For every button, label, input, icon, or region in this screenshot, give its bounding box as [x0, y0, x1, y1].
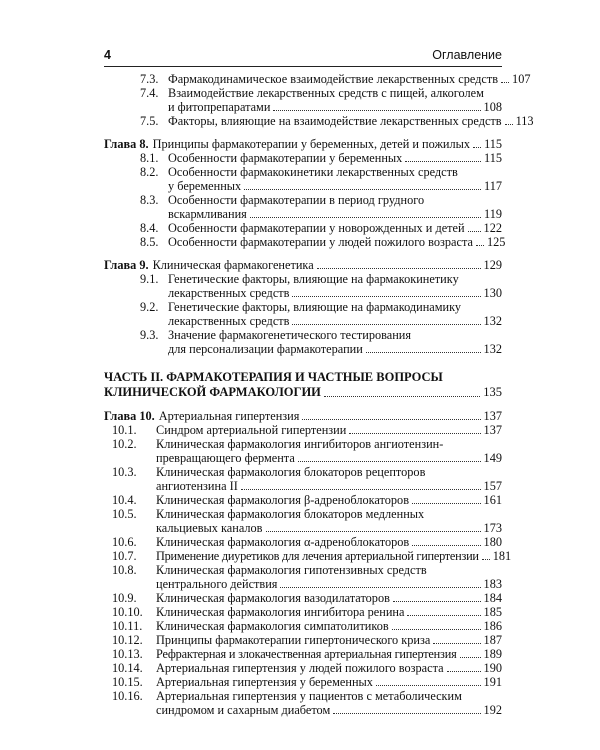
toc-entry-continuation[interactable]	[104, 479, 502, 493]
toc-entry[interactable]	[104, 437, 502, 451]
chapter-label: Глава 9.	[104, 258, 149, 272]
toc-entry-continuation[interactable]	[104, 577, 502, 591]
toc-entry-continuation[interactable]	[104, 207, 502, 221]
entry-title: Особенности фармакотерапии у беременных	[168, 151, 403, 165]
part-page: 135	[483, 385, 502, 399]
toc-entry-continuation[interactable]	[104, 314, 502, 328]
entry-page: 191	[483, 675, 502, 689]
entry-page: 117	[484, 179, 502, 193]
entry-page: 190	[483, 661, 502, 675]
dot-leader	[405, 161, 481, 162]
dot-leader	[292, 296, 480, 297]
toc-entry-continuation[interactable]	[104, 342, 502, 356]
entry-title: Клиническая фармакология α-адреноблокаторов	[156, 535, 410, 549]
dot-leader	[407, 615, 480, 616]
entry-title-continuation: ангиотензина II	[156, 479, 238, 493]
entry-title: Генетические факторы, влияющие на фармакокинетику	[168, 272, 459, 286]
entry-number: 8.4.	[140, 221, 159, 235]
entry-title: Клиническая фармакология β-адреноблокаторов	[156, 493, 410, 507]
entry-title: Артериальная гипертензия у пациентов с метаболическим	[156, 689, 462, 703]
entry-number: 9.1.	[140, 272, 159, 286]
running-header	[104, 48, 502, 66]
entry-number: 10.8.	[112, 563, 137, 577]
chapter-label: Глава 10.	[104, 409, 155, 423]
toc-entry-continuation[interactable]	[104, 451, 502, 465]
part-entry-continuation[interactable]	[104, 385, 502, 400]
toc-entry[interactable]	[104, 689, 502, 703]
chapter-entry[interactable]	[104, 137, 502, 151]
entry-number: 9.2.	[140, 300, 159, 314]
dot-leader	[302, 419, 480, 420]
toc-entry[interactable]	[104, 507, 502, 521]
entry-page: 115	[484, 151, 502, 165]
entry-page: 181	[492, 549, 512, 563]
toc-entry[interactable]	[104, 300, 502, 314]
entry-number: 8.5.	[140, 235, 159, 249]
toc-entry[interactable]	[104, 86, 502, 100]
running-title: Оглавление	[432, 48, 502, 62]
toc-entry-continuation[interactable]	[104, 286, 502, 300]
toc-entry[interactable]	[104, 165, 502, 179]
entry-number: 7.4.	[140, 86, 159, 100]
entry-title: Генетические факторы, влияющие на фармакодинамику	[168, 300, 462, 314]
toc-entry[interactable]	[104, 633, 502, 647]
dot-leader	[505, 124, 513, 125]
toc-entry[interactable]	[104, 535, 502, 549]
entry-title: Особенности фармакокинетики лекарственных средств	[168, 165, 458, 179]
entry-number: 10.14.	[112, 661, 143, 675]
entry-page: 186	[483, 619, 502, 633]
toc-entry[interactable]	[104, 647, 502, 661]
entry-title-continuation: вскармливания	[168, 207, 247, 221]
table-of-contents	[104, 72, 534, 717]
entry-title-continuation: для персонализации фармакотерапии	[168, 342, 363, 356]
entry-title-continuation: лекарственных средств	[168, 314, 290, 328]
entry-number: 9.3.	[140, 328, 159, 342]
toc-entry[interactable]	[104, 114, 534, 128]
entry-title: Клиническая фармакология вазодилататоров	[156, 591, 390, 605]
entry-title-continuation: лекарственных средств	[168, 286, 290, 300]
dot-leader	[412, 545, 480, 546]
toc-entry[interactable]	[104, 235, 506, 249]
entry-number: 10.1.	[112, 423, 137, 437]
entry-number: 8.2.	[140, 165, 159, 179]
entry-title: Синдром артериальной гипертензии	[156, 423, 347, 437]
chapter-entry[interactable]	[104, 258, 502, 272]
entry-number: 10.4.	[112, 493, 137, 507]
toc-entry[interactable]	[104, 72, 531, 86]
entry-title: Особенности фармакотерапии у новорожденных и детей	[168, 221, 465, 235]
entry-page: 149	[483, 451, 502, 465]
entry-number: 8.3.	[140, 193, 159, 207]
entry-number: 10.13.	[112, 647, 143, 661]
dot-leader	[273, 110, 480, 111]
dot-leader	[244, 189, 481, 190]
entry-page: 192	[483, 703, 502, 717]
entry-title: Особенности фармакотерапии в период грудного	[168, 193, 425, 207]
toc-entry[interactable]	[104, 193, 502, 207]
toc-entry-continuation[interactable]	[104, 100, 502, 114]
header-rule	[104, 66, 502, 67]
entry-title: Артериальная гипертензия у людей пожилого возраста	[156, 661, 444, 675]
toc-entry[interactable]	[104, 328, 502, 342]
dot-leader	[473, 147, 481, 148]
entry-title: Значение фармакогенетического тестирования	[168, 328, 412, 342]
toc-entry[interactable]	[104, 661, 502, 675]
dot-leader	[501, 82, 509, 83]
entry-title-continuation: кальциевых каналов	[156, 521, 263, 535]
chapter-page: 115	[484, 137, 503, 151]
entry-page: 108	[483, 100, 502, 114]
toc-entry[interactable]	[104, 591, 502, 605]
entry-page: 184	[483, 591, 502, 605]
entry-title: Клиническая фармакология блокаторов медленных	[156, 507, 425, 521]
dot-leader	[482, 559, 490, 560]
entry-title: Клиническая фармакология симпатолитиков	[156, 619, 389, 633]
entry-title: Взаимодействие лекарственных средств с пищей, алкоголем	[168, 86, 484, 100]
entry-number: 10.15.	[112, 675, 143, 689]
chapter-title: Клиническая фармакогенетика	[152, 258, 314, 272]
entry-title: Фармакодинамическое взаимодействие лекарственных средств	[168, 72, 499, 86]
entry-number: 10.12.	[112, 633, 143, 647]
entry-number: 8.1.	[140, 151, 159, 165]
toc-entry[interactable]	[104, 549, 512, 563]
entry-title: Клиническая фармакология гипотензивных средств	[156, 563, 427, 577]
entry-number: 10.10.	[112, 605, 143, 619]
chapter-entry[interactable]	[104, 409, 502, 423]
dot-leader	[460, 657, 481, 658]
entry-title-continuation: синдромом и сахарным диабетом	[156, 703, 331, 717]
toc-entry[interactable]	[104, 221, 502, 235]
entry-page: 157	[483, 479, 502, 493]
entry-page: 189	[483, 647, 502, 661]
part-title: ЧАСТЬ II. ФАРМАКОТЕРАПИЯ И ЧАСТНЫЕ ВОПРОСЫ	[104, 370, 443, 384]
dot-leader	[317, 268, 481, 269]
entry-page: 173	[483, 521, 502, 535]
dot-leader	[433, 643, 480, 644]
toc-entry[interactable]	[104, 619, 502, 633]
entry-title: Клиническая фармакология ингибиторов ангиотензин-	[156, 437, 444, 451]
dot-leader	[393, 601, 481, 602]
entry-page: 185	[483, 605, 502, 619]
chapter-page: 137	[483, 409, 502, 423]
entry-title-continuation: у беременных	[168, 179, 242, 193]
entry-title-continuation: центрального действия	[156, 577, 278, 591]
chapter-title: Артериальная гипертензия	[158, 409, 300, 423]
entry-number: 7.5.	[140, 114, 159, 128]
dot-leader	[366, 352, 481, 353]
entry-page: 132	[483, 342, 502, 356]
toc-entry-continuation[interactable]	[104, 703, 502, 717]
dot-leader	[292, 324, 480, 325]
chapter-label: Глава 8.	[104, 137, 149, 151]
entry-page: 180	[483, 535, 502, 549]
entry-number: 10.6.	[112, 535, 137, 549]
entry-page: 113	[515, 114, 534, 128]
dot-leader	[476, 245, 484, 246]
entry-title: Клиническая фармакология ингибитора ренина	[156, 605, 405, 619]
toc-entry[interactable]	[104, 563, 502, 577]
entry-title-continuation: превращающего фермента	[156, 451, 295, 465]
toc-entry[interactable]	[104, 605, 502, 619]
entry-page: 137	[483, 423, 502, 437]
dot-leader	[349, 433, 480, 434]
dot-leader	[298, 461, 481, 462]
entry-number: 10.2.	[112, 437, 137, 451]
dot-leader	[324, 396, 480, 397]
entry-title: Применение диуретиков для лечения артериальной гипертензии	[156, 549, 479, 563]
toc-entry[interactable]	[104, 423, 502, 437]
entry-number: 10.7.	[112, 549, 137, 563]
toc-entry[interactable]	[104, 465, 502, 479]
dot-leader	[333, 713, 480, 714]
dot-leader	[447, 671, 481, 672]
dot-leader	[266, 531, 481, 532]
entry-number: 10.9.	[112, 591, 137, 605]
entry-title: Особенности фармакотерапии у людей пожилого возраста	[168, 235, 473, 249]
entry-title: Клиническая фармакология блокаторов рецепторов	[156, 465, 426, 479]
entry-number: 10.11.	[112, 619, 143, 633]
toc-entry[interactable]	[104, 675, 502, 689]
dot-leader	[412, 503, 481, 504]
toc-entry-continuation[interactable]	[104, 521, 502, 535]
chapter-page: 129	[483, 258, 502, 272]
chapter-title: Принципы фармакотерапии у беременных, детей и пожилых	[152, 137, 471, 151]
entry-number: 10.16.	[112, 689, 143, 703]
dot-leader	[280, 587, 480, 588]
toc-entry[interactable]	[104, 151, 502, 165]
entry-title-continuation: и фитопрепаратами	[168, 100, 271, 114]
entry-page: 119	[484, 207, 502, 221]
entry-page: 187	[483, 633, 502, 647]
entry-page: 107	[512, 72, 531, 86]
entry-page: 122	[483, 221, 502, 235]
entry-page: 132	[483, 314, 502, 328]
dot-leader	[376, 685, 481, 686]
entry-page: 161	[483, 493, 502, 507]
toc-entry-continuation[interactable]	[104, 179, 502, 193]
toc-entry[interactable]	[104, 493, 502, 507]
toc-entry[interactable]	[104, 272, 502, 286]
entry-title: Принципы фармакотерапии гипертонического криза	[156, 633, 431, 647]
dot-leader	[250, 217, 481, 218]
dot-leader	[241, 489, 481, 490]
entry-title: Артериальная гипертензия у беременных	[156, 675, 373, 689]
entry-number: 10.5.	[112, 507, 137, 521]
entry-page: 183	[483, 577, 502, 591]
entry-number: 7.3.	[140, 72, 159, 86]
dot-leader	[468, 231, 481, 232]
dot-leader	[392, 629, 481, 630]
part-entry[interactable]	[104, 370, 502, 385]
entry-number: 10.3.	[112, 465, 137, 479]
part-title-continuation: КЛИНИЧЕСКОЙ ФАРМАКОЛОГИИ	[104, 385, 321, 399]
page-number: 4	[104, 48, 111, 62]
entry-page: 125	[486, 235, 506, 249]
entry-title: Факторы, влияющие на взаимодействие лекарственных средств	[168, 114, 502, 128]
entry-page: 130	[483, 286, 502, 300]
entry-title: Рефрактерная и злокачественная артериальная гипертензия	[156, 647, 457, 661]
